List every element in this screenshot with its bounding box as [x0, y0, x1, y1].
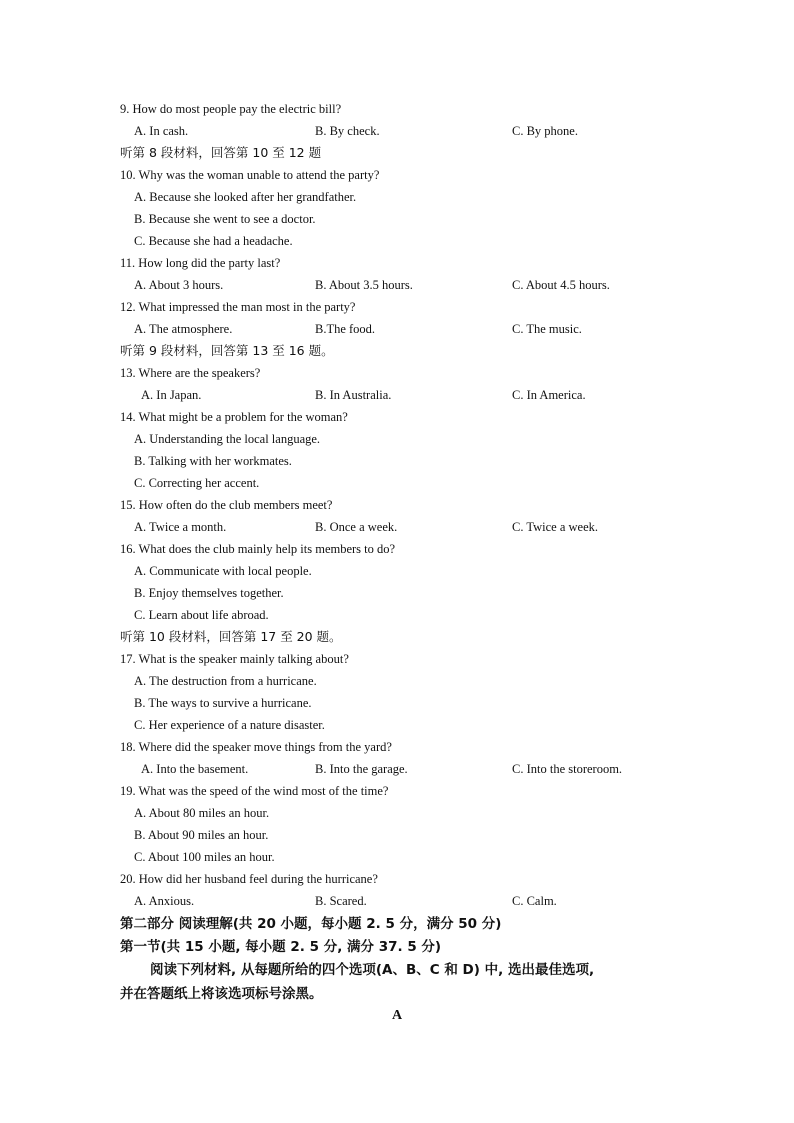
- question-18: [0, 736, 794, 758]
- option-b: B. Talking with her workmates.: [134, 454, 292, 468]
- option-a: A. Because she looked after her grandfather.: [134, 190, 357, 204]
- option-b: B. Because she went to see a doctor.: [134, 212, 316, 226]
- instruction-text: 并在答题纸上将该选项标号涂黑。: [120, 986, 323, 1002]
- option-c: C. Correcting her accent.: [134, 476, 260, 490]
- option-b: B. About 3.5 hours.: [315, 278, 413, 292]
- question-16-option-b: [0, 582, 794, 604]
- question-17-option-c: [0, 714, 794, 736]
- passage-letter: A: [391, 1008, 403, 1023]
- section-label: 听第 9 段材料，回答第 13 至 16 题。: [120, 343, 334, 358]
- section-heading: 第一节(共 15 小题, 每小题 2. 5 分, 满分 37. 5 分): [120, 939, 442, 955]
- question-15: [0, 494, 794, 516]
- question-9-options: [0, 120, 794, 142]
- option-a: A. Understanding the local language.: [134, 432, 321, 446]
- question-13-options: [0, 384, 794, 406]
- question-stem: 12. What impressed the man most in the party?: [120, 300, 356, 314]
- question-16: [0, 538, 794, 560]
- question-18-options: [0, 758, 794, 780]
- option-c: C. About 100 miles an hour.: [134, 850, 275, 864]
- instruction-text: 阅读下列材料, 从每题所给的四个选项(A、B、C 和 D) 中, 选出最佳选项,: [150, 962, 595, 978]
- option-b: B. By check.: [315, 124, 380, 138]
- question-stem: 15. How often do the club members meet?: [120, 498, 333, 512]
- question-14-option-b: [0, 450, 794, 472]
- section-label: 听第 8 段材料，回答第 10 至 12 题: [120, 145, 322, 160]
- question-19: [0, 780, 794, 802]
- option-a: A. The destruction from a hurricane.: [134, 674, 317, 688]
- option-b: B. About 90 miles an hour.: [134, 828, 269, 842]
- question-17-option-a: [0, 670, 794, 692]
- question-16-option-c: [0, 604, 794, 626]
- option-a: A. Anxious.: [134, 894, 195, 908]
- section-heading-10: [0, 626, 794, 648]
- option-a: A. About 3 hours.: [134, 278, 224, 292]
- question-17-option-b: [0, 692, 794, 714]
- option-b: B. Scared.: [315, 894, 367, 908]
- section-heading-9: [0, 340, 794, 362]
- question-10-option-c: [0, 230, 794, 252]
- question-14: [0, 406, 794, 428]
- question-16-option-a: [0, 560, 794, 582]
- option-b: B. Once a week.: [315, 520, 398, 534]
- option-b: B. The ways to survive a hurricane.: [134, 696, 312, 710]
- question-12: [0, 296, 794, 318]
- option-b: B. Enjoy themselves together.: [134, 586, 284, 600]
- question-9: [0, 98, 794, 120]
- question-11: [0, 252, 794, 274]
- instruction-line-2: [0, 982, 794, 1006]
- question-14-option-c: [0, 472, 794, 494]
- question-15-options: [0, 516, 794, 538]
- question-14-option-a: [0, 428, 794, 450]
- question-12-options: [0, 318, 794, 340]
- question-stem: 13. Where are the speakers?: [120, 366, 261, 380]
- question-stem: 14. What might be a problem for the woman?: [120, 410, 348, 424]
- part-heading: 第二部分 阅读理解(共 20 小题，每小题 2. 5 分，满分 50 分): [120, 916, 502, 932]
- option-a: A. Twice a month.: [134, 520, 227, 534]
- option-a: A. In cash.: [134, 124, 189, 138]
- option-a: A. The atmosphere.: [134, 322, 233, 336]
- option-c: C. By phone.: [512, 124, 578, 138]
- question-stem: 10. Why was the woman unable to attend the party?: [120, 168, 380, 182]
- section-one-heading: [0, 935, 794, 959]
- question-20-options: [0, 890, 794, 912]
- option-a: A. Communicate with local people.: [134, 564, 312, 578]
- question-17: [0, 648, 794, 670]
- question-stem: 18. Where did the speaker move things from the yard?: [120, 740, 392, 754]
- option-c: C. The music.: [512, 322, 582, 336]
- option-c: C. Learn about life abroad.: [134, 608, 269, 622]
- option-c: C. About 4.5 hours.: [512, 278, 610, 292]
- passage-heading: [0, 1004, 794, 1028]
- question-10: [0, 164, 794, 186]
- part-two-heading: [0, 912, 794, 936]
- option-a: A. Into the basement.: [141, 762, 249, 776]
- question-11-options: [0, 274, 794, 296]
- option-c: C. Twice a week.: [512, 520, 599, 534]
- question-19-option-b: [0, 824, 794, 846]
- option-c: C. In America.: [512, 388, 586, 402]
- instruction-line-1: [0, 958, 794, 982]
- option-a: A. In Japan.: [141, 388, 202, 402]
- question-stem: 20. How did her husband feel during the hurricane?: [120, 872, 378, 886]
- question-20: [0, 868, 794, 890]
- option-a: A. About 80 miles an hour.: [134, 806, 270, 820]
- question-13: [0, 362, 794, 384]
- question-stem: 11. How long did the party last?: [120, 256, 281, 270]
- question-stem: 9. How do most people pay the electric bill?: [120, 102, 342, 116]
- question-19-option-a: [0, 802, 794, 824]
- option-c: C. Her experience of a nature disaster.: [134, 718, 325, 732]
- option-b: B. Into the garage.: [315, 762, 408, 776]
- question-stem: 19. What was the speed of the wind most of the time?: [120, 784, 389, 798]
- question-stem: 16. What does the club mainly help its members to do?: [120, 542, 396, 556]
- option-b: B. In Australia.: [315, 388, 392, 402]
- option-c: C. Because she had a headache.: [134, 234, 293, 248]
- option-c: C. Calm.: [512, 894, 557, 908]
- section-heading-8: [0, 142, 794, 164]
- question-10-option-a: [0, 186, 794, 208]
- question-stem: 17. What is the speaker mainly talking about?: [120, 652, 349, 666]
- option-b: B.The food.: [315, 322, 376, 336]
- option-c: C. Into the storeroom.: [512, 762, 623, 776]
- question-19-option-c: [0, 846, 794, 868]
- section-label: 听第 10 段材料，回答第 17 至 20 题。: [120, 629, 342, 644]
- question-10-option-b: [0, 208, 794, 230]
